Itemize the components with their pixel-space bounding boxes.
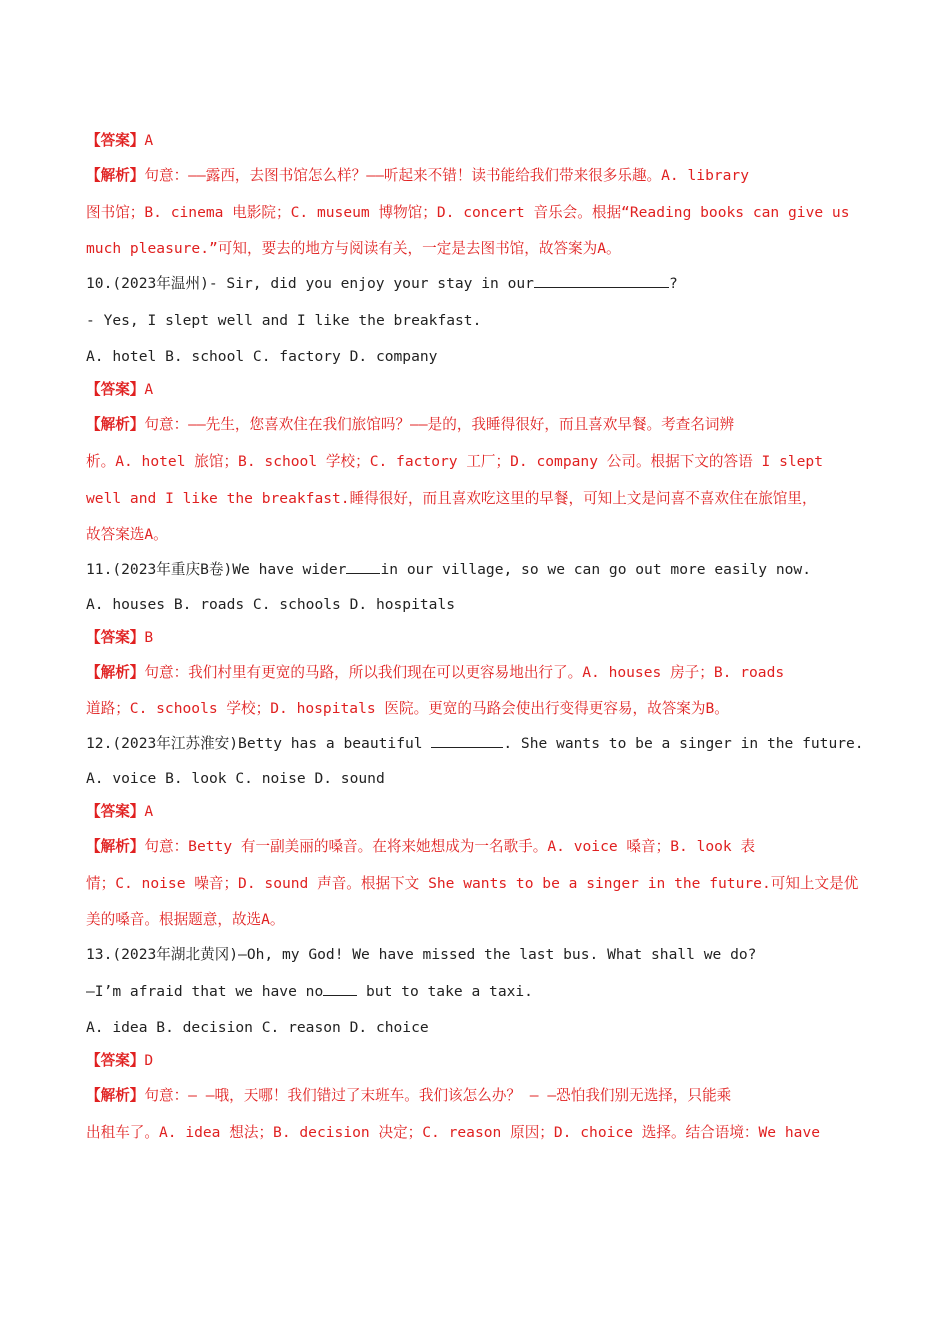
question-text-tail: but to take a taxi.	[357, 983, 533, 1001]
analysis-line	[86, 828, 864, 865]
analysis-tag: 【解析】	[86, 664, 145, 682]
question-stem	[86, 265, 864, 302]
analysis-line	[86, 654, 864, 691]
analysis-tag: 【解析】	[86, 415, 145, 433]
analysis-line: 出租车了。A. idea 想法；B. decision 决定；C. reason 原因；D. choice 选择。结合语境：We have	[86, 1124, 821, 1142]
question-options: A. houses B. roads C. schools D. hospitals	[86, 596, 456, 614]
question-options: A. hotel B. school C. factory D. company	[86, 347, 438, 365]
question-text: 10.(2023年温州)- Sir, did you enjoy your stay in our	[86, 274, 534, 292]
answer-tag: 【答案】	[86, 629, 145, 647]
answer-value: A	[144, 132, 154, 149]
analysis-text: 句意：——先生，您喜欢住在我们旅馆吗？——是的，我睡得很好，而且喜欢早餐。考查名词辨	[144, 415, 735, 433]
question-options: A. idea B. decision C. reason D. choice	[86, 1018, 429, 1036]
analysis-line	[86, 157, 864, 194]
analysis-line: well and I like the breakfast.睡得很好，而且喜欢吃这里的早餐，可知上文是问喜不喜欢住在旅馆里，	[86, 490, 817, 508]
answer-tag: 【答案】	[86, 380, 145, 398]
answer-value: A	[144, 380, 154, 398]
question-text-tail: in our village, so we can go out more easily now.	[380, 560, 811, 578]
analysis-line: 析。A. hotel 旅馆；B. school 学校；C. factory 工厂；D. company 公司。根据下文的答语 I slept	[86, 453, 823, 471]
analysis-tag: 【解析】	[86, 838, 145, 856]
answer-line	[86, 373, 864, 406]
analysis-line: 美的嗓音。根据题意，故选A。	[86, 910, 285, 928]
analysis-tag: 【解析】	[86, 1086, 145, 1104]
analysis-text: 句意：我们村里有更宽的马路，所以我们现在可以更容易地出行了。A. houses 房子；B. roads	[144, 664, 785, 682]
answer-line	[86, 1044, 864, 1077]
answer-tag: 【答案】	[86, 1051, 145, 1069]
question-text: 11.(2023年重庆B卷)We have wider	[86, 560, 347, 578]
analysis-line: 情；C. noise 噪音；D. sound 声音。根据下文 She wants to be a singer in the future.可知上文是优	[86, 875, 859, 893]
answer-tag: 【答案】	[86, 803, 145, 821]
question-stem	[86, 551, 864, 588]
analysis-line	[86, 406, 864, 443]
analysis-line: 道路；C. schools 学校；D. hospitals 医院。更宽的马路会使出行变得更容易，故答案为B。	[86, 699, 729, 717]
analysis-text: 句意：Betty 有一副美丽的嗓音。在将来她想成为一名歌手。A. voice 嗓音；B. look 表	[144, 838, 756, 856]
question-stem	[86, 973, 864, 1010]
analysis-line: 图书馆；B. cinema 电影院；C. museum 博物馆；D. concert 音乐会。根据“Reading books can give us	[86, 204, 850, 222]
analysis-line: 故答案选A。	[86, 525, 168, 543]
question-text: —I’m afraid that we have no	[86, 983, 324, 1001]
answer-blank	[534, 272, 669, 288]
answer-line	[86, 621, 864, 654]
analysis-tag: 【解析】	[86, 167, 145, 184]
question-stem: - Yes, I slept well and I like the breakfast.	[86, 312, 482, 330]
answer-line	[86, 124, 864, 157]
analysis-text: 句意：——露西，去图书馆怎么样？——听起来不错！读书能给我们带来很多乐趣。A. library	[144, 167, 749, 184]
answer-blank	[431, 732, 503, 748]
question-options: A. voice B. look C. noise D. sound	[86, 770, 385, 788]
analysis-line	[86, 1077, 864, 1114]
answer-value: B	[144, 629, 154, 647]
answer-value: D	[144, 1051, 154, 1069]
question-text-tail: . She wants to be a singer in the future.	[503, 734, 864, 752]
answer-value: A	[144, 803, 154, 821]
question-stem: 13.(2023年湖北黄冈)—Oh, my God! We have missed the last bus. What shall we do?	[86, 945, 757, 963]
answer-blank	[346, 558, 380, 574]
analysis-text: 句意：— —哦，天哪！我们错过了末班车。我们该怎么办？ — —恐怕我们别无选择，只能乘	[144, 1086, 732, 1104]
question-text-tail: ?	[668, 274, 678, 292]
analysis-line: much pleasure.”可知，要去的地方与阅读有关，一定是去图书馆，故答案为A。	[86, 239, 621, 257]
question-text: 12.(2023年江苏淮安)Betty has a beautiful	[86, 734, 423, 752]
answer-blank	[323, 981, 357, 997]
question-stem	[86, 725, 864, 762]
answer-line	[86, 795, 864, 828]
answer-tag: 【答案】	[86, 132, 145, 149]
